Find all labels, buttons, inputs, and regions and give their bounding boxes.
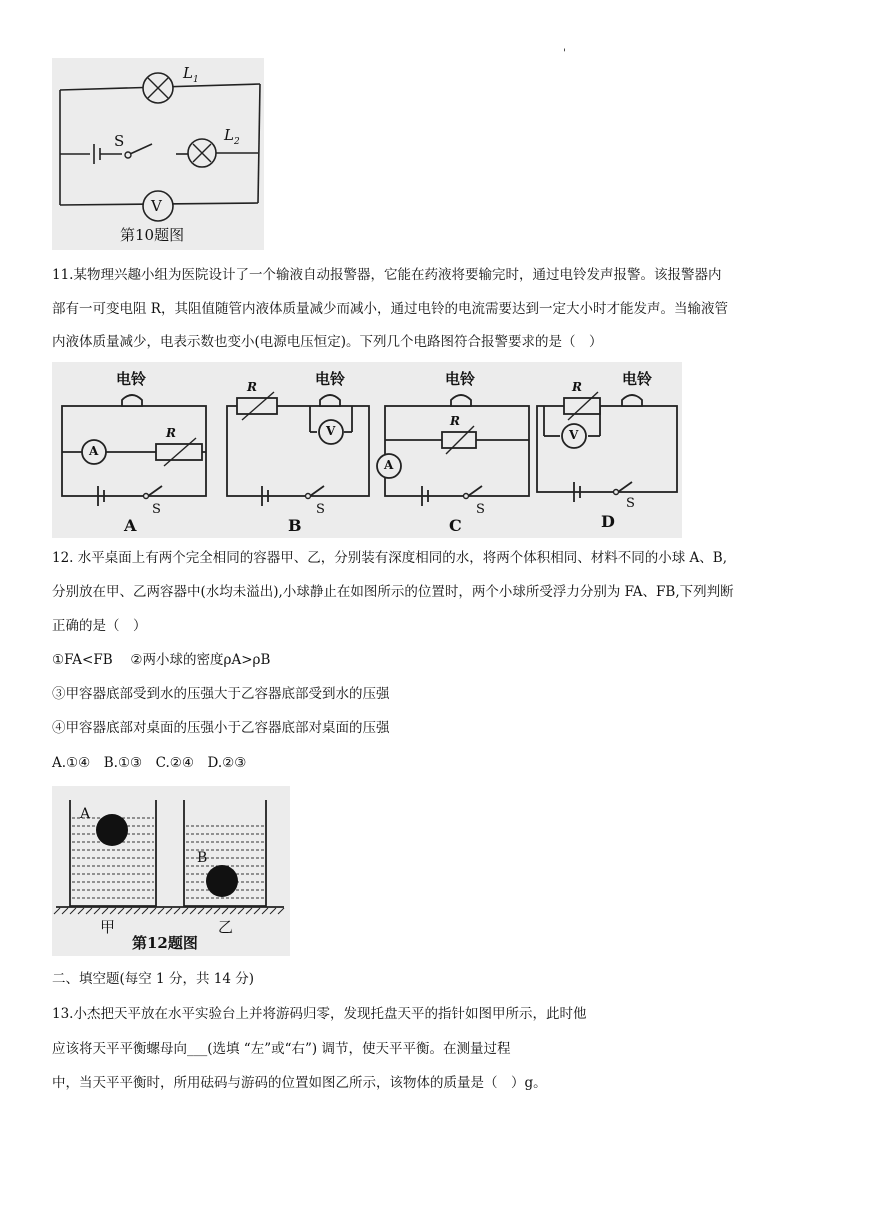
switch-label-b: S (316, 502, 325, 517)
label-l2: $L_2$ (224, 126, 240, 147)
q12-statement-1-2: ①FA<FB ②两小球的密度ρA>ρB (52, 652, 271, 668)
label-l1: $L_1$ (183, 64, 199, 85)
figure-11-circuits (52, 362, 682, 538)
switch-label-a: S (152, 502, 161, 517)
switch-label-c: S (476, 502, 485, 517)
q11-line-2: 部有一可变电阻 R，其阻值随管内液体质量减少而减小，通过电铃的电流需要达到一定大小时才能发声。当输液管 (52, 301, 728, 317)
resistor-label-d: R (572, 380, 582, 394)
option-label-d: D (601, 512, 615, 531)
q13-line-3: 中，当天平平衡时，所用砝码与游码的位置如图乙所示，该物体的质量是（ ）g。 (52, 1075, 547, 1091)
voltmeter-label-d: V (569, 428, 579, 442)
q11-line-3: 内液体质量减少，电表示数也变小(电源电压恒定)。下列几个电路图符合报警要求的是（ ） (52, 334, 603, 350)
section-2-title: 二、填空题(每空 1 分，共 14 分) (52, 971, 254, 987)
figure-12-caption: 第12题图 (132, 934, 198, 952)
q12-statement-4: ④甲容器底部对桌面的压强小于乙容器底部对桌面的压强 (52, 720, 390, 736)
ball-a-label: A (80, 806, 91, 822)
option-label-b: B (288, 516, 302, 535)
q12-statement-3: ③甲容器底部受到水的压强大于乙容器底部受到水的压强 (52, 686, 390, 702)
ball-b-label: B (197, 850, 208, 866)
container-jia-label: 甲 (100, 918, 116, 936)
q12-line-3: 正确的是（ ） (52, 618, 147, 634)
q11-line-1: 11.某物理兴趣小组为医院设计了一个输液自动报警器，它能在药液将要输完时，通过电铃发声报警。该报警器内 (52, 267, 722, 283)
q12-line-2: 分别放在甲、乙两容器中(水均未溢出),小球静止在如图所示的位置时，两个小球所受浮力分别为 FA、FB,下列判断 (52, 584, 734, 600)
option-label-c: C (449, 516, 462, 535)
bell-label-a: 电铃 (116, 370, 147, 388)
q13-line-2: 应该将天平平衡螺母向___(选填 “左”或“右”) 调节，使天平平衡。在测量过程 (52, 1041, 511, 1057)
figure-10 (52, 58, 264, 250)
q12-options: A.①④ B.①③ C.②④ D.②③ (52, 755, 247, 771)
voltmeter-label-b: V (326, 424, 336, 438)
bell-label-c: 电铃 (445, 370, 476, 388)
option-label-a: A (124, 516, 137, 535)
bell-label-b: 电铃 (315, 370, 346, 388)
bell-label-d: 电铃 (622, 370, 653, 388)
switch-label-d: S (626, 496, 635, 511)
q13-line-1: 13.小杰把天平放在水平实验台上并将游码归零，发现托盘天平的指针如图甲所示，此时他 (52, 1006, 587, 1022)
figure-12 (52, 786, 290, 956)
ammeter-label-c: A (384, 458, 394, 472)
label-switch: S (114, 132, 125, 150)
resistor-label-b: R (247, 380, 257, 394)
q12-line-1: 12. 水平桌面上有两个完全相同的容器甲、乙，分别装有深度相同的水，将两个体积相同、材料不同的小球 A、B, (52, 550, 728, 566)
top-mark: ' (563, 48, 566, 59)
voltmeter-label: V (151, 197, 162, 215)
resistor-label-a: R (166, 426, 176, 440)
container-yi-label: 乙 (218, 918, 234, 936)
figure-10-caption: 第10题图 (120, 226, 185, 244)
ammeter-label-a: A (89, 444, 99, 458)
resistor-label-c: R (450, 414, 460, 428)
